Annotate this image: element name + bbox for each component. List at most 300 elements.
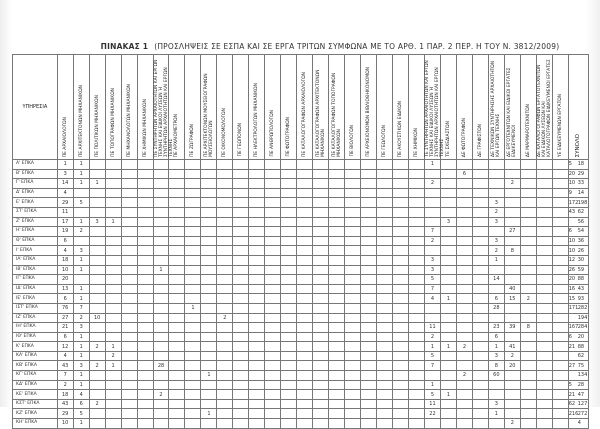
service-name-cell: ΚΖ' ΕΠΚΑ xyxy=(13,409,58,419)
total-value-a: 167 xyxy=(568,324,579,331)
total-value-b: 30 xyxy=(577,257,585,264)
table-cell xyxy=(393,179,409,189)
table-cell: 3 xyxy=(73,361,89,371)
table-cell xyxy=(89,275,105,285)
table-cell: 3 xyxy=(488,351,504,361)
column-header xyxy=(185,55,201,160)
table-cell: 1 xyxy=(73,284,89,294)
table-cell xyxy=(297,303,313,313)
table-cell xyxy=(185,313,201,323)
table-row xyxy=(13,399,589,409)
table-cell xyxy=(169,217,185,227)
table-cell xyxy=(456,198,472,208)
table-cell: 6 xyxy=(488,332,504,342)
column-header-label: ΤΕ ΣΧΕΔΙΑΣΤΩΝ xyxy=(445,121,451,157)
table-cell xyxy=(472,246,488,256)
table-cell xyxy=(504,255,520,265)
table-cell xyxy=(233,160,249,170)
table-cell xyxy=(121,342,137,352)
table-cell: 6 xyxy=(57,332,73,342)
table-cell xyxy=(313,419,329,429)
table-cell xyxy=(361,371,377,381)
table-cell: 2 xyxy=(73,227,89,237)
column-header xyxy=(57,55,73,160)
table-cell xyxy=(409,361,425,371)
table-cell xyxy=(217,265,233,275)
total-cell xyxy=(568,198,588,208)
table-cell xyxy=(137,419,153,429)
table-cell: 2 xyxy=(424,236,440,246)
table-cell xyxy=(217,207,233,217)
table-cell xyxy=(169,323,185,333)
table-cell xyxy=(121,188,137,198)
column-header-label: ΠΕ ΣΥΝΤΗΡΗΤΩΝ ΑΡΧΑΙΟΤΗΤΩΝ ΚΑΙ ΕΡΓΩΝ ΤΕΧΝΗΣ ΚΑΙ ΕΙΔΙΚΟΙ ΛΥΣΕΩΝ Ή ΣΥΝΤΗΡΗΤΩΝ ΑΡΧΑΙΟΤΗΤΩΝ ΚΑΙ ΕΡΓΩΝ ΤΕΧΝΗΣ xyxy=(153,59,174,157)
table-cell xyxy=(169,419,185,429)
table-cell: 4 xyxy=(57,246,73,256)
table-cell xyxy=(169,313,185,323)
table-cell xyxy=(361,409,377,419)
column-header xyxy=(377,55,393,160)
service-name-cell: Ζ' ΕΠΚΑ xyxy=(13,217,58,227)
table-cell xyxy=(169,160,185,170)
table-cell xyxy=(249,399,265,409)
table-cell xyxy=(233,361,249,371)
table-cell xyxy=(201,351,217,361)
service-name-cell: ΙΓ' ΕΠΚΑ xyxy=(13,275,58,285)
table-cell xyxy=(409,284,425,294)
total-value-a: 20 xyxy=(568,276,576,283)
table-cell: 1 xyxy=(73,169,89,179)
table-cell xyxy=(472,179,488,189)
table-cell xyxy=(536,284,552,294)
total-value-b: 282 xyxy=(577,305,588,312)
service-name-cell: ΣΤ' ΕΠΚΑ xyxy=(13,207,58,217)
column-header xyxy=(520,55,536,160)
table-cell xyxy=(89,294,105,304)
table-cell: 10 xyxy=(89,313,105,323)
table-cell xyxy=(137,236,153,246)
table-cell xyxy=(552,227,568,237)
recruitment-table xyxy=(12,54,589,429)
table-cell xyxy=(313,246,329,256)
table-cell xyxy=(393,380,409,390)
table-cell xyxy=(377,217,393,227)
table-cell xyxy=(456,294,472,304)
table-cell xyxy=(520,179,536,189)
table-cell xyxy=(169,294,185,304)
table-cell xyxy=(137,179,153,189)
total-value-a: 6 xyxy=(568,228,572,235)
table-cell xyxy=(169,409,185,419)
table-cell xyxy=(89,380,105,390)
column-header xyxy=(89,55,105,160)
table-cell xyxy=(440,169,456,179)
table-cell xyxy=(201,399,217,409)
table-cell xyxy=(201,284,217,294)
table-cell: 29 xyxy=(57,409,73,419)
table-cell xyxy=(297,265,313,275)
table-body xyxy=(13,160,589,429)
table-cell xyxy=(217,227,233,237)
table-cell: 4 xyxy=(57,188,73,198)
column-header xyxy=(137,55,153,160)
table-cell xyxy=(121,255,137,265)
table-cell xyxy=(137,399,153,409)
table-row xyxy=(13,351,589,361)
column-header xyxy=(153,55,174,160)
header-row xyxy=(13,55,589,160)
table-cell xyxy=(89,265,105,275)
table-cell xyxy=(552,390,568,400)
table-cell xyxy=(520,371,536,381)
table-cell xyxy=(393,207,409,217)
table-cell xyxy=(409,332,425,342)
table-cell xyxy=(281,246,297,256)
table-cell xyxy=(313,294,329,304)
table-cell xyxy=(361,294,377,304)
table-cell xyxy=(377,246,393,256)
table-cell xyxy=(329,227,345,237)
column-header-label: ΠΕ ΑΡΧΕΙΟΝΟΜΩΝ ΒΙΒΛΙΟΘΗΚΟΝΟΜΩΝ xyxy=(366,67,372,157)
table-cell xyxy=(233,227,249,237)
table-cell xyxy=(217,198,233,208)
total-value-b: 93 xyxy=(577,295,585,302)
table-cell xyxy=(440,227,456,237)
table-cell xyxy=(201,227,217,237)
table-cell xyxy=(249,371,265,381)
table-cell xyxy=(409,188,425,198)
table-cell xyxy=(233,371,249,381)
table-cell xyxy=(456,217,472,227)
table-row xyxy=(13,361,589,371)
table-cell xyxy=(409,169,425,179)
table-cell: 1 xyxy=(105,342,121,352)
column-header xyxy=(201,55,217,160)
table-cell: 7 xyxy=(424,227,440,237)
table-cell xyxy=(233,284,249,294)
table-cell xyxy=(297,323,313,333)
table-cell xyxy=(504,313,520,323)
table-cell: 2 xyxy=(89,361,105,371)
table-cell xyxy=(440,284,456,294)
service-name-cell: ΚΗ' ΕΠΚΑ xyxy=(13,419,58,429)
table-cell xyxy=(169,207,185,217)
table-cell: 1 xyxy=(57,160,73,170)
table-cell xyxy=(536,351,552,361)
total-cell xyxy=(568,236,588,246)
table-cell xyxy=(73,207,89,217)
table-cell xyxy=(552,351,568,361)
column-header-label: ΠΕ ΗΛΕΚΤΡΟΛΟΓΩΝ ΜΗΧΑΝΙΚΩΝ xyxy=(254,82,260,157)
table-cell xyxy=(393,188,409,198)
table-cell xyxy=(297,198,313,208)
table-cell xyxy=(440,361,456,371)
table-cell: 6 xyxy=(456,169,472,179)
table-cell: 3 xyxy=(73,246,89,256)
table-cell: 7 xyxy=(57,371,73,381)
table-cell xyxy=(153,371,169,381)
table-cell xyxy=(377,303,393,313)
table-cell xyxy=(456,303,472,313)
table-cell xyxy=(265,275,281,285)
table-cell xyxy=(504,303,520,313)
table-cell xyxy=(233,255,249,265)
total-value-b: 26 xyxy=(577,247,585,254)
table-cell xyxy=(249,169,265,179)
column-header xyxy=(424,55,445,160)
table-cell: 3 xyxy=(57,169,73,179)
table-cell xyxy=(217,409,233,419)
table-cell xyxy=(504,236,520,246)
table-cell xyxy=(520,399,536,409)
total-cell xyxy=(568,265,588,275)
table-cell xyxy=(297,217,313,227)
column-header-label: ΠΕ ΚΑΤΑΛΟΓΟΓΡΑΦΩΝ ΤΟΠΟΓΡΑΦΩΝ ΜΗΧΑΝΙΚΩΝ xyxy=(331,72,342,157)
total-value-a: 27 xyxy=(568,362,576,369)
total-cell xyxy=(568,371,588,381)
total-value-b: 198 xyxy=(577,199,588,206)
table-cell xyxy=(552,255,568,265)
table-cell: 5 xyxy=(424,390,440,400)
table-cell xyxy=(169,188,185,198)
total-value-b: 33 xyxy=(577,180,585,187)
table-cell xyxy=(329,351,345,361)
table-cell xyxy=(105,160,121,170)
table-cell xyxy=(137,246,153,256)
table-cell: 1 xyxy=(73,419,89,429)
table-cell xyxy=(89,332,105,342)
table-cell xyxy=(297,275,313,285)
table-cell: 20 xyxy=(504,361,520,371)
table-cell xyxy=(265,217,281,227)
table-row xyxy=(13,179,589,189)
table-cell xyxy=(185,399,201,409)
table-cell xyxy=(552,371,568,381)
table-cell xyxy=(552,303,568,313)
table-cell xyxy=(409,294,425,304)
table-cell xyxy=(377,361,393,371)
table-cell xyxy=(409,179,425,189)
table-cell: 1 xyxy=(73,255,89,265)
table-cell xyxy=(361,342,377,352)
column-header-label: ΠΕ ΧΗΜΙΚΩΝ xyxy=(414,127,419,157)
table-cell: 4 xyxy=(424,294,440,304)
table-cell xyxy=(393,342,409,352)
table-cell xyxy=(137,217,153,227)
table-cell xyxy=(472,390,488,400)
total-value-a: 216 xyxy=(568,410,579,417)
table-cell xyxy=(552,342,568,352)
table-row xyxy=(13,323,589,333)
total-value-a: 20 xyxy=(568,170,576,177)
table-cell xyxy=(185,169,201,179)
table-cell: 3 xyxy=(488,198,504,208)
table-cell xyxy=(73,236,89,246)
table-cell xyxy=(313,361,329,371)
table-cell xyxy=(169,399,185,409)
table-cell xyxy=(361,207,377,217)
table-cell xyxy=(89,351,105,361)
table-cell xyxy=(472,284,488,294)
table-cell xyxy=(265,323,281,333)
table-cell xyxy=(201,294,217,304)
table-cell xyxy=(520,275,536,285)
table-cell xyxy=(393,399,409,409)
table-cell xyxy=(552,169,568,179)
table-cell xyxy=(409,419,425,429)
table-cell xyxy=(297,227,313,237)
table-cell xyxy=(121,419,137,429)
table-cell xyxy=(233,419,249,429)
table-cell xyxy=(153,217,169,227)
table-cell xyxy=(552,188,568,198)
table-cell xyxy=(409,342,425,352)
table-cell xyxy=(137,371,153,381)
table-cell: 21 xyxy=(57,323,73,333)
total-value-b: 127 xyxy=(577,401,588,408)
table-cell: 2 xyxy=(105,351,121,361)
total-cell xyxy=(568,255,588,265)
table-cell xyxy=(185,390,201,400)
table-cell xyxy=(185,236,201,246)
table-cell xyxy=(472,169,488,179)
total-value-b: 284 xyxy=(577,324,588,331)
table-cell xyxy=(536,160,552,170)
table-cell xyxy=(281,227,297,237)
table-cell: 1 xyxy=(488,409,504,419)
column-header xyxy=(361,55,377,160)
service-name-cell: Ι' ΕΠΚΑ xyxy=(13,246,58,256)
column-header xyxy=(472,55,488,160)
column-header-label: ΠΕ ΚΑΤΑΛΟΓΟΓΡΑΦΩΝ ΑΡΧΑΙΟΛΟΓΩΝ xyxy=(302,71,308,157)
table-cell xyxy=(185,351,201,361)
table-cell xyxy=(89,188,105,198)
table-cell xyxy=(504,332,520,342)
table-cell xyxy=(169,380,185,390)
table-cell xyxy=(456,160,472,170)
table-cell xyxy=(456,188,472,198)
table-cell xyxy=(313,371,329,381)
table-cell xyxy=(265,169,281,179)
table-cell xyxy=(472,380,488,390)
table-cell: 28 xyxy=(488,303,504,313)
table-cell xyxy=(393,390,409,400)
table-cell: 2 xyxy=(488,207,504,217)
table-cell xyxy=(456,284,472,294)
table-cell xyxy=(265,255,281,265)
table-cell xyxy=(217,371,233,381)
total-value-b: 194 xyxy=(577,314,588,321)
table-cell xyxy=(233,198,249,208)
total-value-b: 20 xyxy=(577,333,585,340)
table-cell xyxy=(89,409,105,419)
total-value-b: 4 xyxy=(577,420,581,427)
column-header-label: ΠΕ ΑΡΧΑΙΟΛΟΓΩΝ xyxy=(62,116,68,157)
table-cell xyxy=(153,380,169,390)
table-cell xyxy=(105,390,121,400)
table-cell xyxy=(297,342,313,352)
total-value-b: 62 xyxy=(577,209,585,216)
table-cell xyxy=(377,342,393,352)
table-cell xyxy=(536,419,552,429)
total-cell xyxy=(568,294,588,304)
total-cell xyxy=(568,169,588,179)
table-cell xyxy=(89,169,105,179)
table-cell xyxy=(361,265,377,275)
column-header-label: ΔΕ ΤΕΧΝΙΚΩΝ ΣΥΝΤΗΡΗΣΗΣ ΑΡΧΑΙΟΤΗΤΩΝ ΚΑΙ ΕΡΓΩΝ ΤΕΧΝΗΣ xyxy=(491,60,502,157)
column-header-label: ΠΕ ΒΙΟΛΟΓΩΝ xyxy=(350,125,356,157)
table-cell: 2 xyxy=(424,179,440,189)
table-cell xyxy=(249,188,265,198)
table-cell: 23 xyxy=(488,323,504,333)
table-cell xyxy=(440,303,456,313)
table-cell xyxy=(520,332,536,342)
table-cell xyxy=(409,227,425,237)
table-cell: 2 xyxy=(520,294,536,304)
table-cell xyxy=(137,284,153,294)
table-cell xyxy=(105,246,121,256)
table-cell xyxy=(377,255,393,265)
column-header xyxy=(233,55,249,160)
table-cell xyxy=(409,390,425,400)
table-cell xyxy=(424,303,440,313)
table-cell xyxy=(440,188,456,198)
table-cell: 13 xyxy=(57,284,73,294)
service-name-cell: ΙΑ' ΕΠΚΑ xyxy=(13,255,58,265)
table-cell xyxy=(488,390,504,400)
table-cell: 1 xyxy=(89,179,105,189)
table-cell xyxy=(456,227,472,237)
total-value-a: 10 xyxy=(568,238,576,245)
table-cell xyxy=(153,236,169,246)
table-cell xyxy=(217,390,233,400)
table-cell xyxy=(265,399,281,409)
table-cell xyxy=(185,380,201,390)
table-cell xyxy=(329,380,345,390)
table-cell: 1 xyxy=(73,342,89,352)
table-cell xyxy=(520,409,536,419)
table-cell xyxy=(265,284,281,294)
table-cell xyxy=(89,419,105,429)
table-cell xyxy=(472,332,488,342)
table-cell xyxy=(472,275,488,285)
table-cell: 2 xyxy=(424,332,440,342)
table-cell xyxy=(265,198,281,208)
table-cell xyxy=(121,217,137,227)
table-cell xyxy=(137,313,153,323)
total-value-b: 29 xyxy=(577,170,585,177)
table-cell xyxy=(504,198,520,208)
table-cell: 6 xyxy=(73,399,89,409)
table-cell xyxy=(345,160,361,170)
table-cell xyxy=(552,409,568,419)
table-cell xyxy=(249,294,265,304)
table-cell xyxy=(393,419,409,429)
table-cell: 2 xyxy=(57,380,73,390)
service-column-header: ΥΠΗΡΕΣΙΑ xyxy=(13,55,58,160)
table-row xyxy=(13,227,589,237)
table-cell: 2 xyxy=(153,390,169,400)
table-cell xyxy=(520,207,536,217)
table-cell: 5 xyxy=(73,198,89,208)
column-header-label: ΔΕ ΓΡΑΦΙΣΤΩΝ xyxy=(477,124,483,157)
table-cell: 41 xyxy=(504,342,520,352)
table-cell xyxy=(169,236,185,246)
table-cell: 5 xyxy=(424,275,440,285)
table-cell: 20 xyxy=(57,275,73,285)
table-cell xyxy=(313,323,329,333)
total-value-b: 62 xyxy=(577,353,585,360)
